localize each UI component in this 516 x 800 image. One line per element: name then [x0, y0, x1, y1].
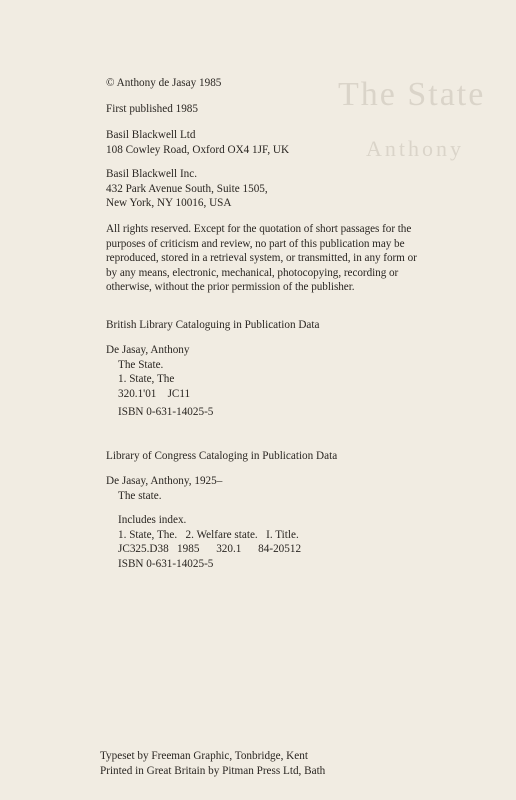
- loc-title: The state.: [118, 489, 162, 502]
- publisher-us-name: Basil Blackwell Inc.: [106, 168, 198, 180]
- bl-title: The State.: [118, 358, 164, 371]
- first-published: [106, 102, 198, 117]
- copyright-line: © Anthony de Jasay 1985: [106, 77, 222, 89]
- publisher-us-address-1: 432 Park Avenue South, Suite 1505,: [106, 182, 268, 195]
- colophon-typeset: Typeset by Freeman Graphic, Tonbridge, Kent: [100, 750, 308, 762]
- loc-isbn: ISBN 0-631-14025-5: [118, 557, 214, 570]
- library-of-congress-record: [106, 474, 301, 571]
- publisher-uk-name: Basil Blackwell Ltd: [106, 129, 196, 141]
- show-through-title: The State: [338, 76, 486, 113]
- bl-heading: British Library Cataloguing in Publication Data: [106, 319, 320, 331]
- loc-subjects: 1. State, The. 2. Welfare state. I. Title.: [118, 528, 299, 541]
- loc-classification: JC325.D38 1985 320.1 84-20512: [118, 543, 302, 555]
- bl-author: De Jasay, Anthony: [106, 344, 190, 356]
- publisher-us: [106, 167, 268, 211]
- publisher-uk-address: 108 Cowley Road, Oxford OX4 1JF, UK: [106, 143, 290, 156]
- bl-isbn: ISBN 0-631-14025-5: [118, 406, 214, 418]
- british-library-record: [106, 343, 213, 420]
- rights-line-3: reproduced, stored in a retrieval system, or transmitted, in any form or: [106, 252, 417, 264]
- loc-includes: Includes index.: [118, 514, 187, 526]
- rights-line-2: purposes of criticism and review, no part of this publication may be: [106, 237, 405, 250]
- loc-author: De Jasay, Anthony, 1925–: [106, 475, 223, 487]
- show-through-author: Anthony: [366, 136, 464, 161]
- rights-line-5: otherwise, without the prior permission of the publisher.: [106, 281, 355, 293]
- rights-line-4: by any means, electronic, mechanical, photocopying, recording or: [106, 266, 399, 279]
- first-published-line: First published 1985: [106, 103, 198, 115]
- library-of-congress-cip: [106, 449, 337, 464]
- rights-statement: [106, 222, 417, 295]
- bl-classification: 320.1'01 JC11: [118, 387, 191, 400]
- british-library-cip: [106, 318, 319, 333]
- publisher-us-address-2: New York, NY 10016, USA: [106, 197, 232, 209]
- colophon: [100, 749, 325, 778]
- bl-subject: 1. State, The: [118, 373, 175, 385]
- rights-line-1: All rights reserved. Except for the quotation of short passages for the: [106, 223, 412, 235]
- colophon-printed: Printed in Great Britain by Pitman Press Ltd, Bath: [100, 764, 326, 777]
- copyright-notice: [106, 76, 221, 91]
- publisher-uk: [106, 128, 289, 157]
- loc-heading: Library of Congress Cataloging in Publication Data: [106, 450, 338, 462]
